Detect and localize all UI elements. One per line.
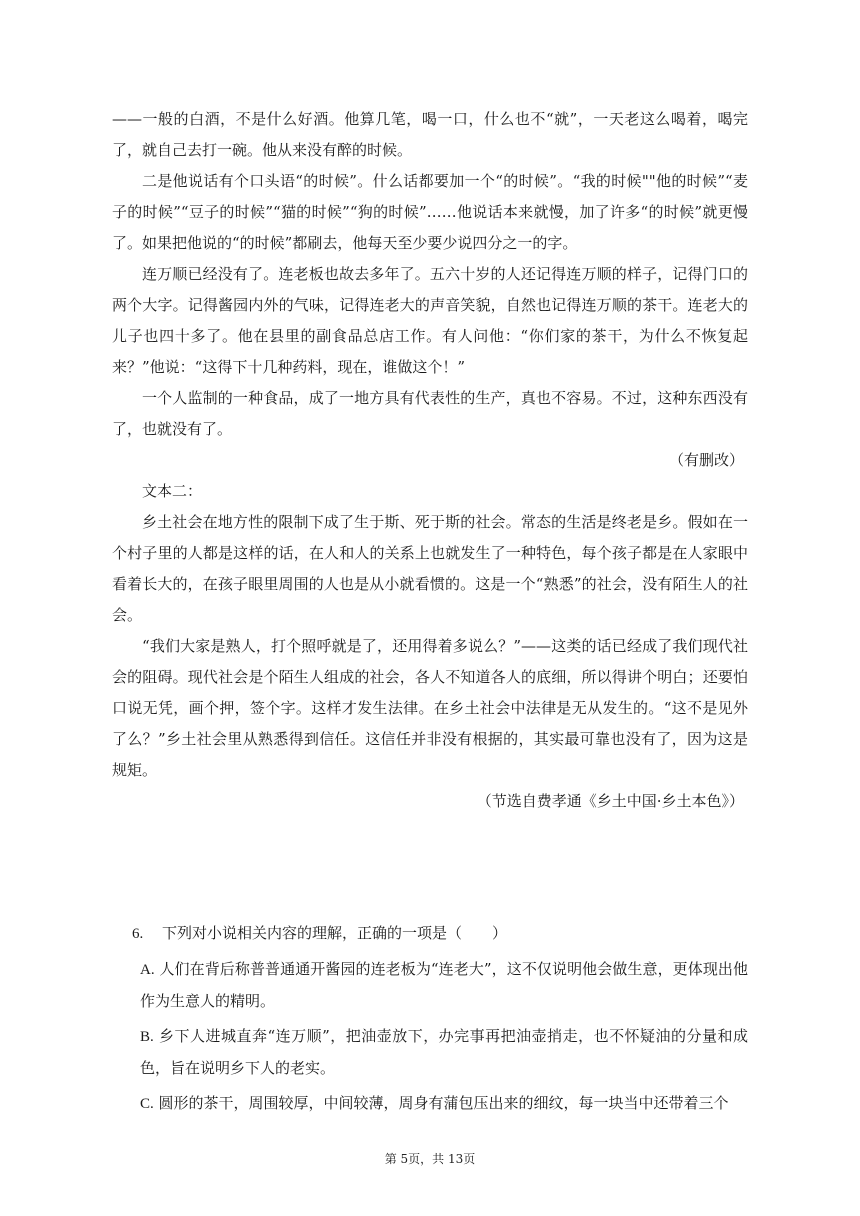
- text2-paragraph-2: “我们大家是熟人，打个照呼就是了，还用得着多说么？”——这类的话已经成了我们现代社会的阻碍。现代社会是个陌生人组成的社会，各人不知道各人的底细，所以得讲个明白；还要怕口说无凭，画个押，签个字。这样才发生法律。在乡土社会中法律是无从发生的。“这不是见外了么？”乡土社会里从熟悉得到信任。这信任并非没有根据的，其实最可靠也没有了，因为这是规矩。: [112, 637, 748, 779]
- option-b-text: 乡下人进城直奔“连万顺”，把油壶放下，办完事再把油壶捎走，也不怀疑油的分量和成色，旨在说明乡下人的老实。: [140, 1027, 748, 1077]
- option-c: [140, 1088, 748, 1120]
- reading-passage: [112, 104, 748, 817]
- text1-paragraph-1: ——一般的白酒，不是什么好酒。他算几笔，喝一口，什么也不“就”，一天老这么喝着，喝完了，就自己去打一碗。他从来没有醉的时候。: [112, 110, 748, 159]
- text2-paragraph-1: 乡土社会在地方性的限制下成了生于斯、死于斯的社会。常态的生活是终老是乡。假如在一个村子里的人都是这样的话，在人和人的关系上也就发生了一种特色，每个孩子都是在人家眼中看着长大的，在孩子眼里周围的人也是从小就看惯的。这是一个“熟悉”的社会，没有陌生人的社会。: [112, 513, 748, 624]
- option-a: [140, 954, 748, 1017]
- text1-paragraph-3: 连万顺已经没有了。连老板也故去多年了。五六十岁的人还记得连万顺的样子，记得门口的两个大字。记得酱园内外的气味，记得连老大的声音笑貌，自然也记得连万顺的茶干。连老大的儿子也四十多了。他在县里的副食品总店工作。有人问他：“你们家的茶干，为什么不恢复起来？”他说：“这得下十几种药料，现在，谁做这个！”: [112, 265, 748, 376]
- text2-label: 文本二：: [142, 482, 203, 500]
- option-c-letter: C.: [140, 1096, 154, 1112]
- option-c-text: 圆形的茶干，周围较厚，中间较薄，周身有蒲包压出来的细纹，每一块当中还带着三个: [158, 1094, 729, 1112]
- option-a-text: 人们在背后称普普通通开酱园的连老板为“连老大”，这不仅说明他会做生意，更体现出他作为生意人的精明。: [140, 960, 748, 1010]
- text1-paragraph-4: 一个人监制的一种食品，成了一地方具有代表性的生产，真也不容易。不过，这种东西没有了，也就没有了。: [112, 389, 748, 438]
- question-stem-text: 下列对小说相关内容的理解，正确的一项是（ ）: [162, 924, 508, 942]
- question-stem: [132, 918, 748, 950]
- text1-paragraph-2: 二是他说话有个口头语“的时候”。什么话都要加一个“的时候”。“我的时候""他的时候”“麦子的时候”“豆子的时候”“猫的时候”“狗的时候”……他说话本来就慢，加了许多“的时候”就更慢了。如果把他说的“的时候”都刷去，他每天至少要少说四分之一的字。: [112, 172, 748, 252]
- text1-edit-note: （有删改）: [668, 451, 744, 469]
- text2-source: （节选自费孝通《乡土中国·乡土本色》）: [476, 792, 744, 810]
- option-b: [140, 1021, 748, 1084]
- question-6: [132, 918, 748, 1120]
- option-b-letter: B.: [140, 1029, 154, 1045]
- question-number: 6.: [132, 926, 144, 942]
- page-footer: 第 5页，共 13页: [384, 1152, 476, 1166]
- option-a-letter: A.: [140, 962, 155, 978]
